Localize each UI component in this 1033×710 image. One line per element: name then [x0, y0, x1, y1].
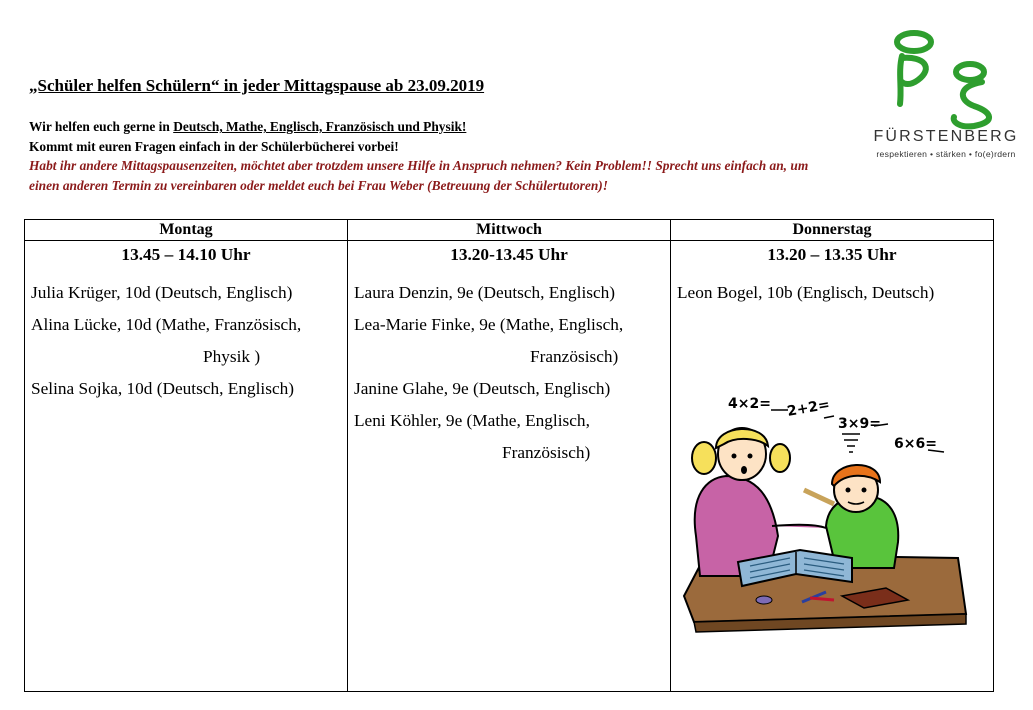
students-studying-image — [676, 386, 970, 638]
intro-line-alternative: Habt ihr andere Mittagspausenzeiten, möchtet aber trotzdem unsere Hilfe in Anspruch nehmen? Kein Problem!! Sprecht uns einfach an, um — [29, 158, 809, 173]
intro-text — [29, 117, 989, 195]
tutoring-illustration — [676, 386, 970, 638]
day-header-donnerstag: Donnerstag — [671, 220, 994, 241]
tutor-entry-continuation: Französisch) — [530, 347, 619, 366]
tutor-entry: Leon Bogel, 10b (Englisch, Deutsch) — [677, 283, 935, 302]
tutor-entry: Laura Denzin, 9e (Deutsch, Englisch) — [354, 283, 616, 302]
tutor-entry: Lea-Marie Finke, 9e (Mathe, Englisch, — [354, 315, 624, 334]
column-montag — [25, 241, 348, 692]
tutor-list-montag — [25, 271, 347, 405]
math-note: 3×9= — [838, 416, 881, 432]
intro-line-subjects — [29, 117, 989, 137]
tutor-entry: Janine Glahe, 9e (Deutsch, Englisch) — [354, 379, 611, 398]
time-slot-mittwoch: 13.20-13.45 Uhr — [450, 245, 568, 264]
logo-emblem-icon — [862, 22, 1030, 132]
intro-line-library: Kommt mit euren Fragen einfach in der Schülerbücherei vorbei! — [29, 138, 399, 154]
tutor-list-mittwoch — [348, 271, 670, 469]
tutor-list-donnerstag — [671, 271, 993, 309]
intro-prefix: Wir helfen euch gerne in — [29, 119, 174, 134]
tutor-entry: Alina Lücke, 10d (Mathe, Französisch, — [31, 315, 302, 334]
page-title: „Schüler helfen Schülern“ in jeder Mittagspause ab 23.09.2019 — [29, 76, 485, 95]
column-mittwoch — [348, 241, 671, 692]
time-slot-montag: 13.45 – 14.10 Uhr — [121, 245, 251, 264]
tutor-entry-continuation: Physik ) — [203, 347, 261, 366]
tutor-entry: Julia Krüger, 10d (Deutsch, Englisch) — [31, 283, 293, 302]
tutor-entry: Selina Sojka, 10d (Deutsch, Englisch) — [31, 379, 295, 398]
subjects-list: Deutsch, Mathe, Englisch, Französisch und Physik! — [173, 119, 467, 134]
day-header-mittwoch: Mittwoch — [348, 220, 671, 241]
day-header-row — [25, 220, 994, 241]
math-note: 4×2= — [728, 396, 771, 412]
tutor-entry: Leni Köhler, 9e (Mathe, Englisch, — [354, 411, 590, 430]
tutor-entry-continuation: Französisch) — [502, 443, 591, 462]
logo-slogan: respektieren • stärken • fo(e)rdern — [876, 149, 1016, 159]
math-note: 6×6= — [894, 436, 937, 452]
day-header-montag: Montag — [25, 220, 348, 241]
math-note: 2+2= — [785, 396, 831, 420]
intro-line-contact: einen anderen Termin zu vereinbaren oder meldet euch bei Frau Weber (Betreuung der Schülertutoren)! — [29, 177, 608, 193]
logo-wordmark: FÜRSTENBERG — [873, 128, 1019, 145]
time-slot-donnerstag: 13.20 – 13.35 Uhr — [767, 245, 897, 264]
